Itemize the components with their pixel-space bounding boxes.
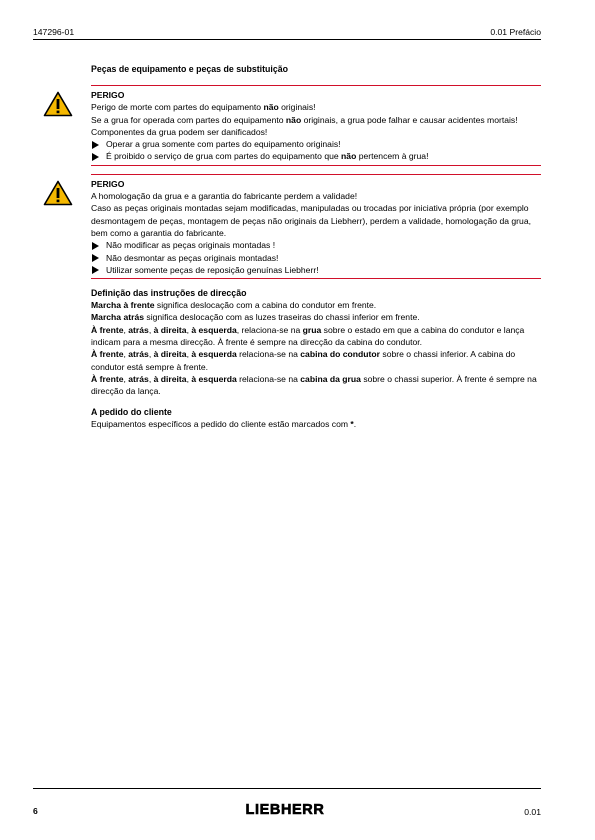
arrow-bullet-icon (92, 254, 99, 262)
instruction-bullet (91, 264, 541, 276)
text-run: significa deslocação com as luzes traseiras do chassi inferior em frente. (144, 312, 420, 323)
text-run: A homologação da grua e a garantia do fabricante perdem a validade! (91, 191, 358, 202)
text-run: , relaciona-se na (236, 324, 303, 335)
emphasis-text: À frente (91, 324, 124, 335)
text-run: Perigo de morte com partes do equipamento (91, 102, 264, 113)
text-run: Equipamentos específicos a pedido do cliente estão marcados com (91, 418, 351, 429)
text-run: relaciona-se na (236, 349, 301, 360)
emphasis-text: atrás (128, 324, 149, 335)
warning-title: PERIGO (91, 178, 125, 189)
warnings-container (91, 85, 541, 279)
text-run: significa deslocação com a cabina do condutor em frente. (154, 300, 377, 311)
instruction-bullet (91, 239, 541, 251)
text-run: É proibido o serviço de grua com partes do equipamento que (106, 151, 342, 162)
emphasis-text: não (285, 114, 302, 125)
warning-title: PERIGO (91, 90, 125, 100)
text-run: , (123, 373, 129, 384)
text-run: relaciona-se na (236, 373, 301, 384)
paragraph (91, 418, 541, 430)
text-run: Componentes da grua podem ser danificados! (91, 126, 268, 137)
text-run: , (148, 349, 154, 360)
instruction-bullet (91, 138, 541, 150)
emphasis-text: À frente (91, 349, 124, 360)
text-run: Operar a grua somente com partes do equipamento originais! (106, 139, 341, 150)
emphasis-text: à direita (153, 324, 187, 335)
emphasis-text: cabina do condutor (300, 349, 381, 360)
text-run: Se a grua for operada com partes do equipamento (91, 114, 286, 125)
logo-wordmark: LIEBHERR (245, 802, 325, 818)
emphasis-text: Marcha atrás (91, 312, 145, 323)
warning-text (91, 114, 541, 126)
text-run: , (186, 324, 192, 335)
text-run: pertencem à grua! (356, 151, 429, 162)
emphasis-text: não (263, 102, 279, 113)
section-title: Peças de equipamento e peças de substituição (91, 64, 289, 74)
version-label: 0.01 (524, 807, 541, 817)
emphasis-text: cabina da grua (300, 373, 361, 384)
text-run: , (148, 324, 154, 335)
section-reference: 0.01 Prefácio (490, 27, 541, 37)
instruction-bullet (91, 150, 541, 162)
customer-title: A pedido do cliente (91, 406, 172, 417)
emphasis-text: à esquerda (191, 373, 237, 384)
danger-warning-box (91, 85, 541, 166)
page-footer (33, 788, 541, 819)
arrow-bullet-icon (92, 141, 99, 149)
warning-triangle-icon (43, 180, 73, 206)
text-run: , (186, 373, 192, 384)
text-run: , (148, 373, 154, 384)
customer-body (91, 418, 541, 430)
emphasis-text: à esquerda (191, 324, 237, 335)
text-run: Não desmontar as peças originais montadas! (106, 252, 279, 263)
text-run: Caso as peças originais montadas sejam modificadas, manipuladas ou trocadas por iniciativa própria (por exemplo desmontagem de peças, montagem de peças não originais da Liebherr), perdem a validade, homologação da grua, bem como a garantia do fabricante. (91, 203, 531, 238)
emphasis-text: * (350, 418, 354, 429)
emphasis-text: À frente (91, 373, 124, 384)
paragraph (91, 373, 541, 398)
emphasis-text: grua (302, 324, 322, 335)
emphasis-text: atrás (128, 373, 149, 384)
paragraph (91, 324, 541, 349)
text-run: sobre o chassi superior. À frente é sempre na direcção da lança. (91, 373, 537, 397)
main-content (91, 64, 541, 430)
text-run: , (123, 324, 129, 335)
text-run: Utilizar somente peças de reposição genuínas Liebherr! (106, 264, 319, 275)
definitions-body (91, 299, 541, 397)
page-header (33, 27, 541, 40)
paragraph (91, 299, 541, 311)
text-run: , (186, 349, 192, 360)
emphasis-text: Marcha à frente (91, 300, 155, 311)
paragraph (91, 311, 541, 323)
emphasis-text: atrás (128, 349, 149, 360)
emphasis-text: à direita (153, 349, 187, 360)
page-number: 6 (33, 806, 38, 816)
warning-text (91, 101, 541, 113)
text-run: , (123, 349, 129, 360)
text-run: originais, a grua pode falhar e causar acidentes mortais! (301, 114, 518, 125)
arrow-bullet-icon (92, 153, 99, 161)
definitions-title: Definição das instruções de direcção (91, 288, 247, 299)
arrow-bullet-icon (92, 266, 99, 274)
emphasis-text: à direita (153, 373, 187, 384)
emphasis-text: não (341, 151, 357, 162)
paragraph (91, 348, 541, 373)
text-run: sobre o estado em que a cabina do condutor e lança indicam para a mesma direcção. À frente é sempre na direcção da cabina do condutor. (91, 324, 525, 348)
text-run: sobre o chassi inferior. A cabina do condutor está sempre à frente. (91, 349, 516, 372)
text-run: . (353, 418, 357, 429)
liebherr-logo (237, 800, 333, 818)
doc-number: 147296-01 (33, 27, 75, 37)
danger-warning-box (91, 174, 541, 279)
warning-text (91, 190, 541, 202)
instruction-bullet (91, 252, 541, 264)
text-run: Não modificar as peças originais montadas ! (106, 240, 276, 251)
warning-text (91, 202, 541, 239)
arrow-bullet-icon (92, 242, 99, 250)
warning-triangle-icon (43, 91, 73, 117)
text-run: originais! (278, 102, 316, 113)
emphasis-text: à esquerda (191, 349, 237, 360)
warning-text (91, 126, 541, 138)
